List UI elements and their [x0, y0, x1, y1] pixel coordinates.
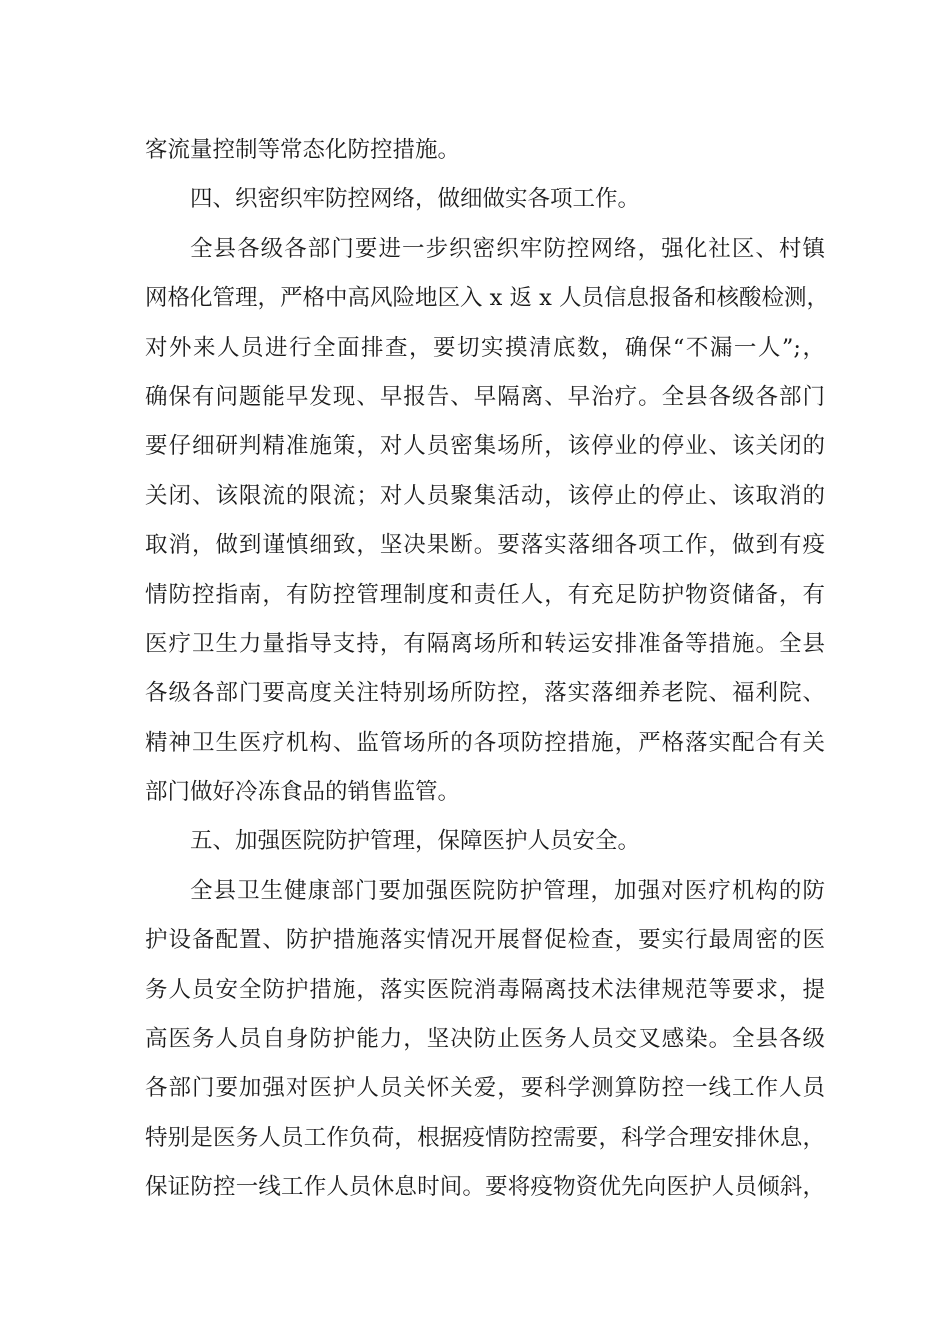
document-body [145, 126, 829, 1213]
text-line: 客流量控制等常态化防控措施。 [145, 137, 461, 163]
text-line: 关闭、该限流的限流；对人员聚集活动，该停止的停止、该取消的 [145, 482, 825, 509]
text-line: 取消，做到谨慎细致，坚决果断。要落实落细各项工作，做到有疫 [145, 532, 825, 559]
text-line: 全县各级各部门要进一步织密织牢防控网络，强化社区、村镇 [190, 235, 825, 262]
text-line: 医疗卫生力量指导支持，有隔离场所和转运安排准备等措施。全县 [145, 630, 825, 657]
text-line: 各部门要加强对医护人员关怀关爱，要科学测算防控一线工作人员 [145, 1075, 825, 1102]
text-line: 网格化管理，严格中高风险地区入 x 返 x 人员信息报备和核酸检测， [145, 285, 829, 312]
text-line: 高医务人员自身防护能力，坚决防止医务人员交叉感染。全县各级 [145, 1026, 825, 1053]
text-line: 特别是医务人员工作负荷，根据疫情防控需要，科学合理安排休息， [145, 1124, 825, 1151]
text-line: 对外来人员进行全面排查，要切实摸清底数，确保“不漏一人”;， [145, 334, 825, 361]
text-line: 部门做好冷冻食品的销售监管。 [145, 779, 461, 806]
text-line: 精神卫生医疗机构、监管场所的各项防控措施，严格落实配合有关 [145, 729, 825, 756]
text-line: 务人员安全防护措施，落实医院消毒隔离技术法律规范等要求，提 [145, 976, 825, 1003]
text-line: 情防控指南，有防控管理制度和责任人，有充足防护物资储备，有 [145, 581, 825, 608]
section-heading-5: 五、加强医院防护管理，保障医护人员安全。 [190, 828, 641, 855]
text-line: 确保有问题能早发现、早报告、早隔离、早治疗。全县各级各部门 [145, 383, 825, 410]
text-line: 护设备配置、防护措施落实情况开展督促检查，要实行最周密的医 [145, 927, 825, 954]
text-line: 保证防控一线工作人员休息时间。要将疫物资优先向医护人员倾斜， [145, 1174, 825, 1201]
text-line: 各级各部门要高度关注特别场所防控，落实落细养老院、福利院、 [145, 680, 825, 707]
section-heading-4: 四、织密织牢防控网络，做细做实各项工作。 [190, 186, 641, 213]
text-line: 全县卫生健康部门要加强医院防护管理，加强对医疗机构的防 [190, 877, 825, 904]
text-line: 要仔细研判精准施策，对人员密集场所，该停业的停业、该关闭的 [145, 433, 825, 460]
